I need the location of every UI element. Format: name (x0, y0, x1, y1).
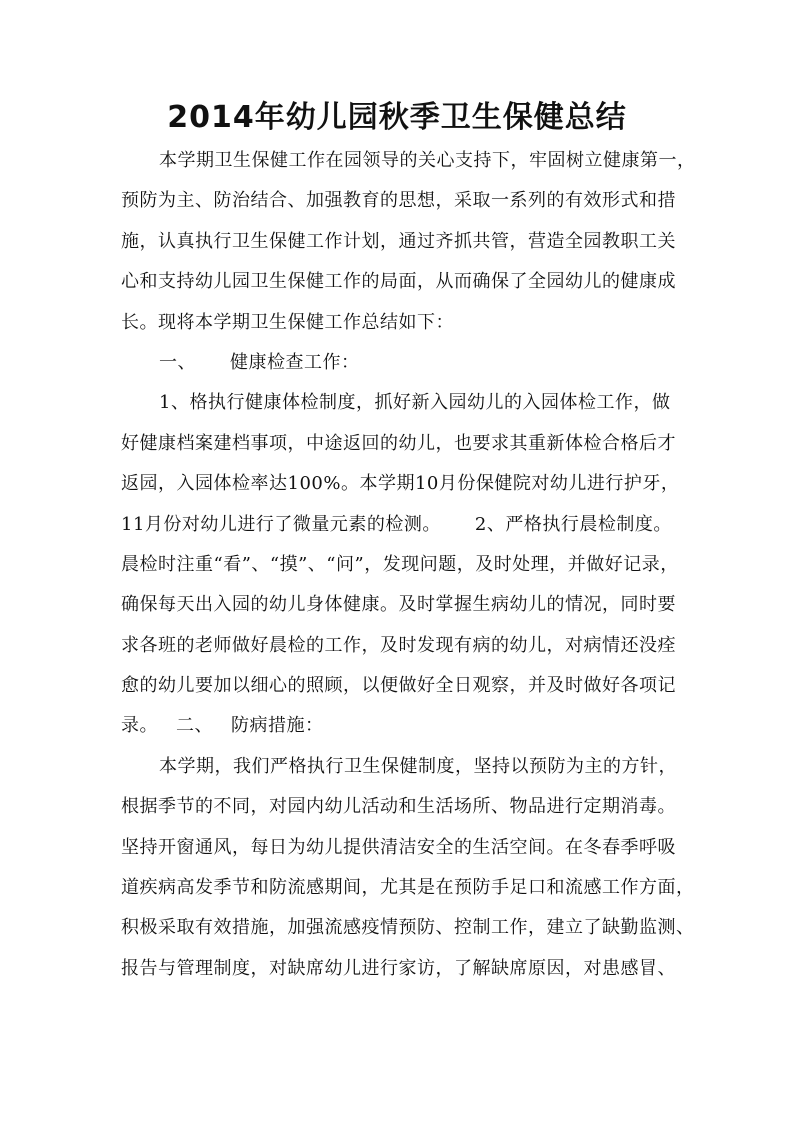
paragraph-line: 确保每天出入园的幼儿身体健康。及时掌握生病幼儿的情况，同时要 (121, 594, 676, 616)
paragraph-line: 施，认真执行卫生保健工作计划，通过齐抓共管，营造全园教职工关 (121, 230, 676, 252)
paragraph-text: 录。 (121, 715, 158, 737)
paragraph-line: 报告与管理制度，对缺席幼儿进行家访，了解缺席原因，对患感冒、 (121, 957, 676, 979)
paragraph-line: 1、格执行健康体检制度，抓好新入园幼儿的入园体检工作，做 (159, 392, 671, 414)
paragraph-line: 本学期卫生保健工作在园领导的关心支持下，牢固树立健康第一， (159, 150, 696, 171)
section-title: 健康检查工作： (230, 351, 360, 373)
document-body (121, 141, 696, 989)
section-heading-1 (121, 343, 693, 383)
paragraph-line: 预防为主、防治结合、加强教育的思想，采取一系列的有效形式和措 (121, 190, 676, 212)
paragraph-line: 心和支持幼儿园卫生保健工作的局面，从而确保了全园幼儿的健康成 (121, 271, 676, 293)
paragraph-line: 长。现将本学期卫生保健工作总结如下： (121, 311, 454, 333)
paragraph-line: 愈的幼儿要加以细心的照顾，以便做好全日观察，并及时做好各项记 (121, 675, 676, 697)
paragraph-line: 坚持开窗通风，每日为幼儿提供清洁安全的生活空间。在冬春季呼吸 (121, 836, 676, 858)
paragraph-line: 根据季节的不同，对园内幼儿活动和生活场所、物品进行定期消毒。 (121, 796, 676, 818)
paragraph-line-combined (121, 505, 693, 545)
section-heading-2 (121, 706, 693, 746)
paragraph-text: 2、严格执行晨检制度。 (474, 513, 672, 535)
paragraph-line: 积极采取有效措施，加强流感疫情预防、控制工作，建立了缺勤监测、 (121, 917, 695, 939)
paragraph-line: 本学期，我们严格执行卫生保健制度，坚持以预防为主的方针， (159, 755, 677, 777)
document-title: 2014年幼儿园秋季卫生保健总结 (167, 100, 627, 135)
paragraph-line: 求各班的老师做好晨检的工作，及时发现有病的幼儿，对病情还没痊 (121, 634, 676, 656)
section-number: 一、 (159, 351, 196, 373)
paragraph-line: 道疾病高发季节和防流感期间，尤其是在预防手足口和流感工作方面， (121, 877, 695, 899)
paragraph-line: 返园，入园体检率达100%。本学期10月份保健院对幼儿进行护牙， (121, 473, 680, 495)
paragraph-line: 好健康档案建档事项，中途返回的幼儿，也要求其重新体检合格后才 (121, 432, 676, 454)
paragraph-line: 晨检时注重“看”、“摸”、“问”，发现问题，及时处理，并做好记录， (121, 553, 679, 575)
section-number: 二、 (176, 715, 213, 737)
paragraph-text: 11月份对幼儿进行了微量元素的检测。 (121, 513, 441, 535)
section-title: 防病措施： (231, 715, 324, 737)
